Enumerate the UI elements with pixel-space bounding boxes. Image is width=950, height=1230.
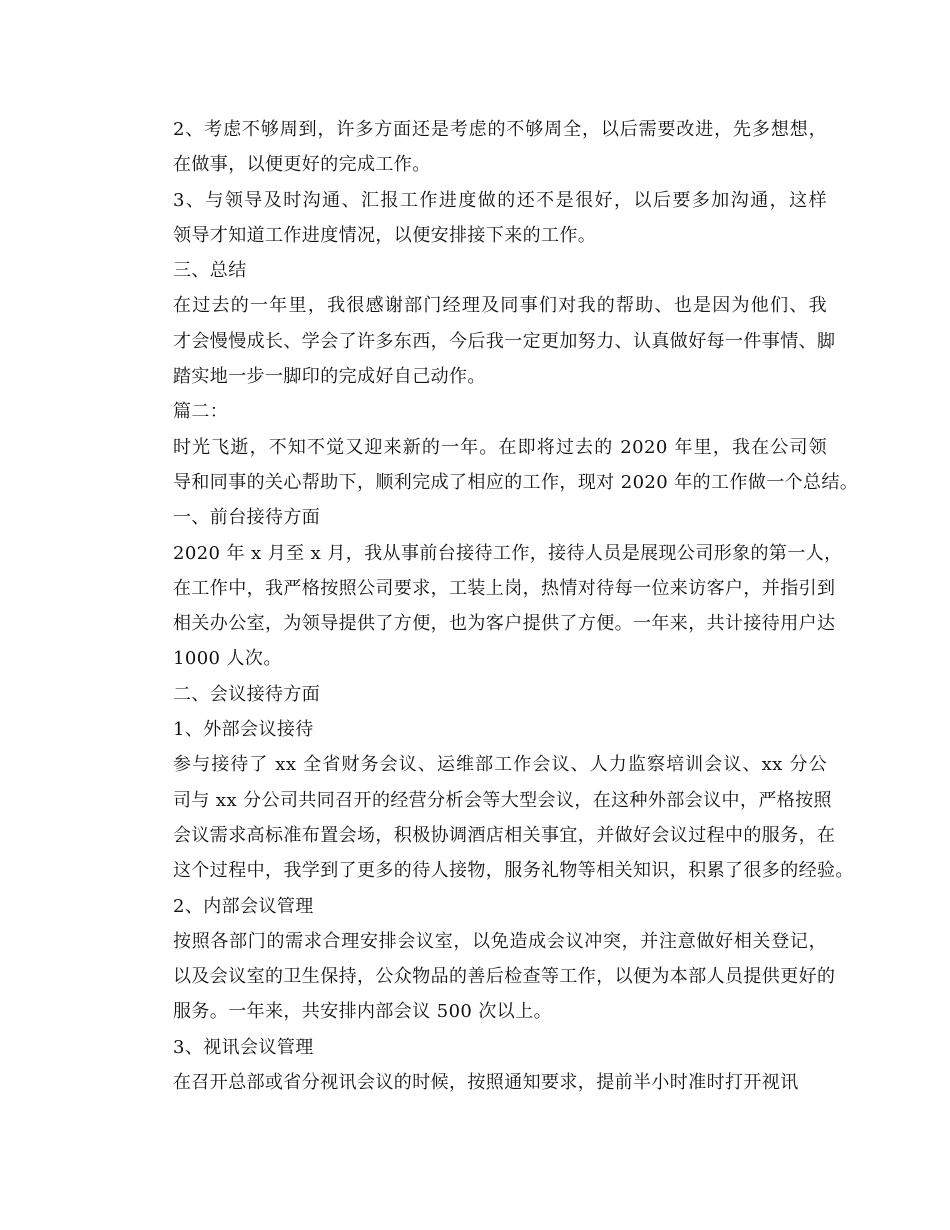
paragraph xyxy=(137,183,827,254)
text-line: 时光飞逝，不知不觉又迎来新的一年。在即将过去的 2020 年里，我在公司领 xyxy=(173,436,827,458)
text-line: 2、内部会议管理 xyxy=(173,895,314,917)
paragraph xyxy=(137,253,827,288)
paragraph xyxy=(137,394,827,429)
paragraph xyxy=(137,1065,827,1100)
text-line: 导和同事的关心帮助下，顺利完成了相应的工作，现对 2020 年的工作做一个总结。 xyxy=(173,471,859,493)
text-line: 一、前台接待方面 xyxy=(173,507,321,529)
paragraph xyxy=(137,712,827,747)
paragraph xyxy=(137,924,836,1030)
paragraph xyxy=(137,288,836,394)
text-line: 3、视讯会议管理 xyxy=(173,1036,314,1058)
text-line: 会议需求高标准布置会场，积极协调酒店相关事宜，并做好会议过程中的服务，在 xyxy=(173,824,836,846)
text-line: 在做事，以便更好的完成工作。 xyxy=(173,154,431,176)
paragraph xyxy=(137,112,827,183)
text-line: 服务。一年来，共安排内部会议 500 次以上。 xyxy=(173,1001,552,1023)
text-line: 以及会议室的卫生保持，公众物品的善后检查等工作，以便为本部人员提供更好的 xyxy=(173,966,836,988)
paragraph xyxy=(137,500,827,535)
text-line: 踏实地一步一脚印的完成好自己动作。 xyxy=(173,366,486,388)
text-line: 篇二： xyxy=(173,401,229,423)
text-line: 这个过程中，我学到了更多的待人接物，服务礼物等相关知识，积累了很多的经验。 xyxy=(173,860,854,882)
paragraph xyxy=(137,889,827,924)
text-line: 2020 年 x 月至 x 月，我从事前台接待工作，接待人员是展现公司形象的第一人， xyxy=(173,542,843,564)
text-line: 在过去的一年里，我很感谢部门经理及同事们对我的帮助、也是因为他们、我 xyxy=(173,295,827,317)
document-body xyxy=(137,112,859,1100)
text-line: 二、会议接待方面 xyxy=(173,683,321,705)
text-line: 才会慢慢成长、学会了许多东西，今后我一定更加努力、认真做好每一件事情、脚 xyxy=(173,330,836,352)
paragraph xyxy=(137,747,854,888)
text-line: 参与接待了 xx 全省财务会议、运维部工作会议、人力监察培训会议、xx 分公 xyxy=(173,754,827,776)
text-line: 在召开总部或省分视讯会议的时候，按照通知要求，提前半小时准时打开视讯 xyxy=(173,1072,799,1094)
text-line: 1000 人次。 xyxy=(173,648,282,670)
paragraph xyxy=(137,1030,827,1065)
text-line: 1、外部会议接待 xyxy=(173,719,314,741)
text-line: 三、总结 xyxy=(173,260,247,282)
text-line: 司与 xx 分公司共同召开的经营分析会等大型会议，在这种外部会议中，严格按照 xyxy=(173,789,832,811)
text-line: 在工作中，我严格按照公司要求，工装上岗，热情对待每一位来访客户，并指引到 xyxy=(173,577,836,599)
paragraph xyxy=(137,430,859,501)
text-line: 领导才知道工作进度情况，以便安排接下来的工作。 xyxy=(173,224,597,246)
text-line: 3、与领导及时沟通、汇报工作进度做的还不是很好，以后要多加沟通，这样 xyxy=(173,189,827,211)
paragraph xyxy=(137,677,827,712)
text-line: 按照各部门的需求合理安排会议室，以免造成会议冲突，并注意做好相关登记， xyxy=(173,930,827,952)
text-line: 2、考虑不够周到，许多方面还是考虑的不够周全，以后需要改进，先多想想， xyxy=(173,119,827,140)
text-line: 相关办公室，为领导提供了方便，也为客户提供了方便。一年来，共计接待用户达 xyxy=(173,613,836,635)
paragraph xyxy=(137,536,843,677)
